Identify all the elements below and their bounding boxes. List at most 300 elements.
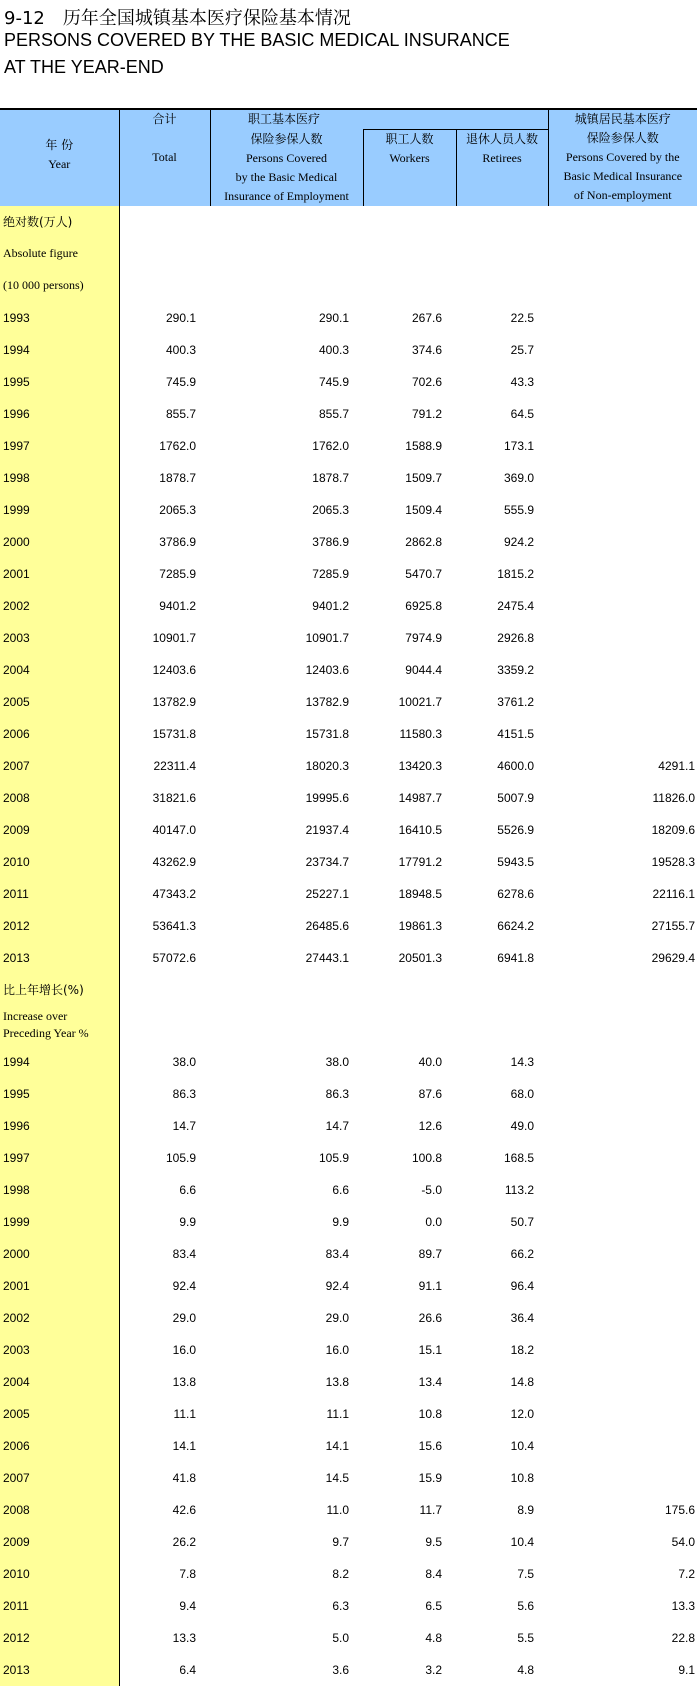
- row-year: 1994: [0, 334, 119, 366]
- cell-workers: 7974.9: [405, 630, 442, 645]
- cell-retirees: 36.4: [510, 1310, 534, 1325]
- cell-nonemp: [548, 1142, 697, 1174]
- section-absolute-label-en: Absolute figure: [0, 238, 119, 270]
- cell-workers: 702.6: [411, 374, 442, 389]
- table-row: [0, 366, 697, 398]
- cell-total: 1762.0: [159, 438, 196, 453]
- cell-retirees: 7.5: [517, 1566, 534, 1581]
- cell-total: 40147.0: [152, 822, 196, 837]
- cell-employment: 13.8: [325, 1374, 349, 1389]
- cell-employment: 11.0: [326, 1502, 349, 1517]
- cell-total: 26.2: [172, 1534, 196, 1549]
- table-row: [0, 910, 697, 942]
- cell-total: 855.7: [165, 406, 196, 421]
- row-year: 2002: [0, 590, 119, 622]
- row-year: 2000: [0, 1238, 119, 1270]
- cell-retirees: 8.9: [517, 1502, 534, 1517]
- table-row: [0, 526, 697, 558]
- header-nonemp-en1: Persons Covered by the: [565, 150, 680, 164]
- cell-retirees: 68.0: [510, 1086, 534, 1101]
- cell-workers: 40.0: [418, 1054, 442, 1069]
- row-year: 1999: [0, 494, 119, 526]
- cell-employment: 9.9: [332, 1214, 349, 1229]
- cell-retirees: 3761.2: [497, 694, 534, 709]
- row-year: 2011: [0, 1590, 119, 1622]
- cell-nonemp: [548, 494, 697, 526]
- row-year: 2006: [0, 718, 119, 750]
- row-year: 2009: [0, 814, 119, 846]
- cell-total: 10901.7: [152, 630, 196, 645]
- header-nonemp-en3: of Non-employment: [573, 188, 672, 202]
- cell-total: 22311.4: [153, 758, 196, 773]
- cell-employment: 5.0: [332, 1630, 349, 1645]
- table-row: [0, 1366, 697, 1398]
- table-row: [0, 718, 697, 750]
- cell-nonemp: [548, 366, 697, 398]
- cell-workers: 18948.5: [398, 886, 442, 901]
- cell-total: 9.9: [179, 1214, 196, 1229]
- table-row: [0, 1142, 697, 1174]
- cell-retirees: 2475.4: [497, 598, 534, 613]
- header-workers-cn: 职工人数: [385, 132, 434, 146]
- table-row: [0, 1206, 697, 1238]
- cell-nonemp: [548, 1174, 697, 1206]
- header-nonemp-cn2: 保险参保人数: [586, 131, 659, 145]
- row-year: 2000: [0, 526, 119, 558]
- cell-total: 31821.6: [152, 790, 196, 805]
- cell-total: 400.3: [165, 342, 196, 357]
- cell-nonemp: [548, 1270, 697, 1302]
- cell-total: 29.0: [172, 1310, 196, 1325]
- cell-retirees: 113.2: [504, 1182, 534, 1197]
- cell-retirees: 66.2: [510, 1246, 534, 1261]
- cell-total: 9.4: [179, 1598, 196, 1613]
- row-year: 2012: [0, 1622, 119, 1654]
- cell-retirees: 3359.2: [497, 662, 534, 677]
- cell-workers: 267.6: [411, 310, 442, 325]
- section-absolute-label-row-en: [0, 238, 697, 270]
- cell-nonemp: [548, 398, 697, 430]
- cell-employment: 14.7: [325, 1118, 349, 1133]
- cell-nonemp: [548, 654, 697, 686]
- cell-nonemp: [548, 526, 697, 558]
- header-employment-en1: Persons Covered: [246, 150, 327, 165]
- cell-total: 3786.9: [159, 534, 196, 549]
- cell-workers: 14987.7: [398, 790, 442, 805]
- row-year: 1997: [0, 430, 119, 462]
- cell-total: 83.4: [172, 1246, 196, 1261]
- section-absolute-label-row: [0, 206, 697, 238]
- cell-employment: 9401.2: [312, 598, 349, 613]
- cell-retirees: 22.5: [510, 310, 534, 325]
- cell-total: 745.9: [165, 374, 196, 389]
- cell-retirees: 25.7: [510, 342, 534, 357]
- table-row: [0, 1334, 697, 1366]
- cell-employment: 18020.3: [305, 758, 349, 773]
- section-absolute-unit: (10 000 persons): [0, 270, 119, 302]
- cell-employment: 92.4: [325, 1278, 349, 1293]
- cell-employment: 290.1: [318, 310, 349, 325]
- section-absolute-unit-row: [0, 270, 697, 302]
- table-body: [0, 206, 697, 1686]
- cell-workers: 19861.3: [398, 918, 442, 933]
- cell-retirees: 168.5: [503, 1150, 534, 1165]
- cell-employment: 10901.7: [305, 630, 349, 645]
- cell-retirees: 96.4: [510, 1278, 534, 1293]
- insurance-table: [0, 108, 697, 1686]
- table-row: [0, 1430, 697, 1462]
- cell-nonemp: 7.2: [678, 1566, 695, 1581]
- cell-workers: 11580.3: [399, 726, 442, 741]
- cell-total: 16.0: [172, 1342, 196, 1357]
- cell-workers: 20501.3: [398, 950, 442, 965]
- cell-nonemp: 22.8: [671, 1630, 695, 1645]
- cell-total: 6.4: [179, 1662, 196, 1677]
- table-row: [0, 1398, 697, 1430]
- cell-workers: 8.4: [425, 1566, 442, 1581]
- cell-workers: 15.1: [418, 1342, 442, 1357]
- cell-nonemp: [548, 1462, 697, 1494]
- cell-nonemp: [548, 1238, 697, 1270]
- cell-retirees: 5.6: [517, 1598, 534, 1613]
- row-year: 2012: [0, 910, 119, 942]
- table-row: [0, 686, 697, 718]
- cell-nonemp: 22116.1: [652, 886, 695, 901]
- cell-employment: 8.2: [332, 1566, 349, 1581]
- row-year: 2007: [0, 1462, 119, 1494]
- header-retirees-cn: 退休人员人数: [465, 132, 538, 146]
- cell-employment: 16.0: [325, 1342, 349, 1357]
- header-employment-top: [210, 109, 548, 130]
- cell-total: 15731.8: [152, 726, 196, 741]
- cell-workers: 2862.8: [405, 534, 442, 549]
- cell-total: 38.0: [172, 1054, 196, 1069]
- cell-retirees: 6941.8: [497, 950, 534, 965]
- cell-workers: 1509.4: [405, 502, 442, 517]
- cell-employment: 745.9: [318, 374, 349, 389]
- cell-total: 6.6: [179, 1182, 196, 1197]
- table-row: [0, 462, 697, 494]
- cell-total: 42.6: [172, 1502, 196, 1517]
- row-year: 2004: [0, 654, 119, 686]
- row-year: 2010: [0, 1558, 119, 1590]
- cell-employment: 105.9: [318, 1150, 349, 1165]
- cell-nonemp: [548, 1366, 697, 1398]
- cell-nonemp: [548, 462, 697, 494]
- table-row: [0, 1462, 697, 1494]
- table-row: [0, 1590, 697, 1622]
- cell-total: 41.8: [172, 1470, 196, 1485]
- table-row: [0, 1078, 697, 1110]
- table-title-en-line2: AT THE YEAR-END: [4, 57, 164, 77]
- cell-nonemp: [548, 334, 697, 366]
- cell-nonemp: [548, 302, 697, 334]
- cell-retirees: 49.0: [510, 1118, 534, 1133]
- cell-workers: 87.6: [418, 1086, 442, 1101]
- cell-nonemp: 54.0: [671, 1534, 695, 1549]
- cell-workers: 10021.7: [398, 694, 442, 709]
- table-row: [0, 1238, 697, 1270]
- cell-nonemp: 9.1: [678, 1662, 695, 1677]
- cell-total: 105.9: [165, 1150, 196, 1165]
- cell-nonemp: [548, 430, 697, 462]
- cell-employment: 38.0: [325, 1054, 349, 1069]
- row-year: 1996: [0, 1110, 119, 1142]
- cell-nonemp: [548, 1110, 697, 1142]
- cell-employment: 27443.1: [305, 950, 349, 965]
- header-employment-en2: by the Basic Medical: [235, 169, 338, 184]
- cell-workers: 16410.5: [398, 822, 442, 837]
- row-year: 2013: [0, 942, 119, 974]
- cell-total: 86.3: [172, 1086, 196, 1101]
- cell-workers: 15.9: [418, 1470, 442, 1485]
- cell-nonemp: 18209.6: [651, 822, 695, 837]
- cell-workers: 1588.9: [405, 438, 442, 453]
- cell-workers: 6.5: [425, 1598, 442, 1613]
- table-row: [0, 814, 697, 846]
- cell-workers: 1509.7: [405, 470, 442, 485]
- row-year: 1996: [0, 398, 119, 430]
- cell-retirees: 6278.6: [497, 886, 534, 901]
- cell-retirees: 369.0: [503, 470, 534, 485]
- table-row: [0, 398, 697, 430]
- cell-total: 47343.2: [152, 886, 196, 901]
- cell-total: 11.1: [173, 1406, 196, 1421]
- cell-nonemp: 19528.3: [651, 854, 695, 869]
- cell-retirees: 14.3: [510, 1054, 534, 1069]
- cell-employment: 21937.4: [305, 822, 349, 837]
- row-year: 1998: [0, 1174, 119, 1206]
- cell-total: 1878.7: [159, 470, 196, 485]
- cell-workers: 10.8: [418, 1406, 442, 1421]
- row-year: 2011: [0, 878, 119, 910]
- table-row: [0, 590, 697, 622]
- table-row: [0, 1622, 697, 1654]
- cell-retirees: 12.0: [510, 1406, 534, 1421]
- row-year: 2004: [0, 1366, 119, 1398]
- row-year: 1995: [0, 366, 119, 398]
- cell-employment: 26485.6: [305, 918, 349, 933]
- table-row: [0, 1046, 697, 1078]
- cell-employment: 23734.7: [305, 854, 349, 869]
- cell-total: 14.7: [172, 1118, 196, 1133]
- cell-workers: 791.2: [411, 406, 442, 421]
- row-year: 2009: [0, 1526, 119, 1558]
- cell-retirees: 555.9: [503, 502, 534, 517]
- table-row: [0, 1270, 697, 1302]
- table-row: [0, 782, 697, 814]
- table-row: [0, 942, 697, 974]
- cell-retirees: 6624.2: [497, 918, 534, 933]
- table-row: [0, 494, 697, 526]
- cell-employment: 3.6: [332, 1662, 349, 1677]
- cell-retirees: 10.8: [510, 1470, 534, 1485]
- row-year: 2010: [0, 846, 119, 878]
- row-year: 2001: [0, 558, 119, 590]
- cell-retirees: 4.8: [517, 1662, 534, 1677]
- row-year: 2003: [0, 622, 119, 654]
- header-workers: [363, 130, 456, 206]
- table-row: [0, 1558, 697, 1590]
- row-year: 1998: [0, 462, 119, 494]
- table-title-en-line1: PERSONS COVERED BY THE BASIC MEDICAL INSURANCE: [4, 30, 510, 50]
- cell-workers: 374.6: [411, 342, 442, 357]
- header-nonemployment: [548, 109, 697, 206]
- table-row: [0, 1302, 697, 1334]
- cell-employment: 19995.6: [305, 790, 349, 805]
- cell-workers: 9044.4: [405, 662, 442, 677]
- cell-employment: 13782.9: [305, 694, 349, 709]
- cell-workers: 91.1: [418, 1278, 442, 1293]
- cell-nonemp: [548, 590, 697, 622]
- cell-workers: 100.8: [411, 1150, 442, 1165]
- section-growth-label-en1: Increase over: [3, 1008, 68, 1023]
- table-row: [0, 1654, 697, 1686]
- section-absolute-label-cn: 绝对数(万人): [0, 206, 119, 238]
- table-row: [0, 302, 697, 334]
- cell-nonemp: [548, 1302, 697, 1334]
- cell-employment: 9.7: [332, 1534, 349, 1549]
- table-row: [0, 622, 697, 654]
- cell-total: 13.8: [172, 1374, 196, 1389]
- cell-total: 7285.9: [159, 566, 196, 581]
- cell-retirees: 5007.9: [497, 790, 534, 805]
- cell-workers: 9.5: [425, 1534, 442, 1549]
- cell-retirees: 924.2: [503, 534, 534, 549]
- cell-total: 9401.2: [159, 598, 196, 613]
- header-year-cn: 年 份: [45, 138, 74, 152]
- cell-employment: 6.6: [332, 1182, 349, 1197]
- cell-employment: 29.0: [325, 1310, 349, 1325]
- header-employment-cn2: 保险参保人数: [250, 131, 323, 146]
- table-row: [0, 846, 697, 878]
- cell-employment: 86.3: [325, 1086, 349, 1101]
- cell-workers: 89.7: [418, 1246, 442, 1261]
- row-year: 1997: [0, 1142, 119, 1174]
- cell-nonemp: [548, 622, 697, 654]
- cell-retirees: 50.7: [510, 1214, 534, 1229]
- cell-employment: 1762.0: [312, 438, 349, 453]
- section-growth-label-en2: Preceding Year %: [3, 1025, 89, 1040]
- cell-nonemp: 175.6: [664, 1502, 695, 1517]
- cell-retirees: 4600.0: [497, 758, 534, 773]
- cell-workers: 15.6: [418, 1438, 442, 1453]
- row-year: 1993: [0, 302, 119, 334]
- cell-employment: 14.5: [325, 1470, 349, 1485]
- table-row: [0, 750, 697, 782]
- cell-nonemp: [548, 1334, 697, 1366]
- cell-employment: 12403.6: [305, 662, 349, 677]
- cell-workers: 12.6: [418, 1118, 442, 1133]
- cell-total: 12403.6: [152, 662, 196, 677]
- cell-retirees: 5943.5: [497, 854, 534, 869]
- table-header: [0, 109, 697, 206]
- cell-workers: 11.7: [419, 1502, 442, 1517]
- header-total: [119, 109, 210, 206]
- cell-retirees: 10.4: [510, 1438, 534, 1453]
- cell-retirees: 14.8: [510, 1374, 534, 1389]
- header-year-en: Year: [48, 157, 71, 171]
- row-year: 2005: [0, 686, 119, 718]
- cell-employment: 6.3: [332, 1598, 349, 1613]
- cell-nonemp: [548, 1046, 697, 1078]
- table-row: [0, 1110, 697, 1142]
- cell-total: 290.1: [165, 310, 196, 325]
- row-year: 2002: [0, 1302, 119, 1334]
- cell-total: 2065.3: [159, 502, 196, 517]
- row-year: 1994: [0, 1046, 119, 1078]
- cell-workers: 26.6: [418, 1310, 442, 1325]
- cell-employment: 14.1: [325, 1438, 349, 1453]
- cell-total: 53641.3: [152, 918, 196, 933]
- header-total-en: Total: [152, 150, 177, 164]
- cell-workers: 0.0: [425, 1214, 442, 1229]
- row-year: 2003: [0, 1334, 119, 1366]
- header-workers-en: Workers: [389, 151, 430, 165]
- cell-retirees: 173.1: [503, 438, 534, 453]
- cell-nonemp: [548, 1078, 697, 1110]
- table-row: [0, 1174, 697, 1206]
- cell-total: 92.4: [172, 1278, 196, 1293]
- cell-employment: 400.3: [318, 342, 349, 357]
- cell-total: 13782.9: [152, 694, 196, 709]
- header-employment: [210, 130, 363, 206]
- header-employment-cn1: 职工基本医疗: [247, 112, 320, 126]
- header-retirees-en: Retirees: [482, 151, 522, 165]
- row-year: 1995: [0, 1078, 119, 1110]
- row-year: 2007: [0, 750, 119, 782]
- cell-employment: 83.4: [325, 1246, 349, 1261]
- section-growth-label-en: [0, 1006, 119, 1046]
- cell-retirees: 4151.5: [497, 726, 534, 741]
- cell-nonemp: 4291.1: [658, 758, 695, 773]
- row-year: 1999: [0, 1206, 119, 1238]
- cell-workers: 4.8: [425, 1630, 442, 1645]
- cell-total: 14.1: [172, 1438, 196, 1453]
- row-year: 2005: [0, 1398, 119, 1430]
- row-year: 2008: [0, 782, 119, 814]
- cell-nonemp: [548, 1398, 697, 1430]
- section-growth-label-row-en: [0, 1006, 697, 1046]
- cell-nonemp: [548, 686, 697, 718]
- cell-employment: 7285.9: [312, 566, 349, 581]
- cell-workers: -5.0: [421, 1182, 442, 1197]
- cell-retirees: 43.3: [510, 374, 534, 389]
- cell-total: 43262.9: [152, 854, 196, 869]
- table-row: [0, 654, 697, 686]
- cell-nonemp: 13.3: [671, 1598, 695, 1613]
- cell-total: 57072.6: [152, 950, 196, 965]
- header-employment-en3: Insurance of Employment: [224, 188, 349, 203]
- cell-nonemp: [548, 1430, 697, 1462]
- row-year: 2013: [0, 1654, 119, 1686]
- cell-nonemp: 27155.7: [651, 918, 695, 933]
- cell-nonemp: 11826.0: [652, 790, 695, 805]
- cell-retirees: 5.5: [517, 1630, 534, 1645]
- header-retirees: [456, 130, 548, 206]
- header-total-cn: 合计: [152, 112, 177, 126]
- cell-workers: 13420.3: [398, 758, 442, 773]
- cell-nonemp: [548, 558, 697, 590]
- table-row: [0, 1494, 697, 1526]
- cell-employment: 25227.1: [305, 886, 349, 901]
- cell-workers: 17791.2: [398, 854, 442, 869]
- cell-workers: 13.4: [418, 1374, 442, 1389]
- cell-employment: 855.7: [318, 406, 349, 421]
- cell-retirees: 5526.9: [497, 822, 534, 837]
- table-row: [0, 558, 697, 590]
- cell-total: 7.8: [179, 1566, 196, 1581]
